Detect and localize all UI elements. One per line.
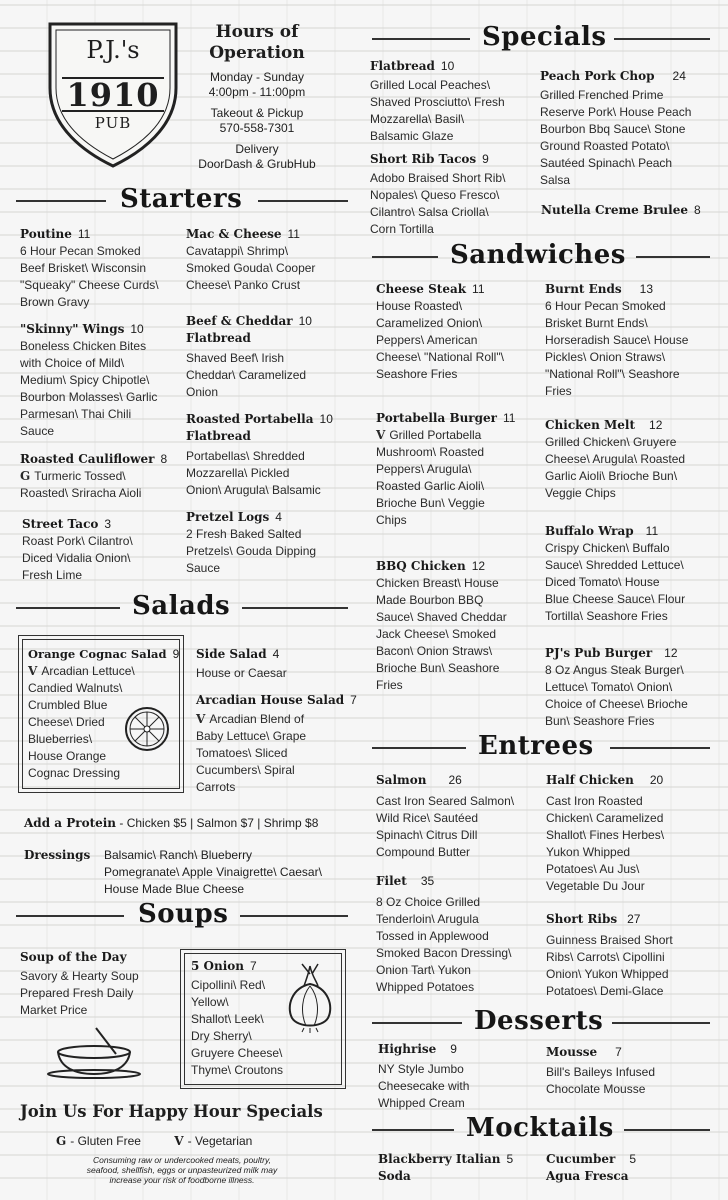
hours-block [192,22,322,171]
hours-days: Monday - Sunday [209,70,305,84]
delivery-services: DoorDash & GrubHub [198,157,316,171]
vegetarian-icon: V [196,712,206,726]
phone-number[interactable]: 570-558-7301 [219,121,295,135]
salads-rule-right [242,607,348,609]
happy-hour-banner: Join Us For Happy Hour Specials [20,1102,323,1121]
soup-item: 5 Onion 7 Cipollini\ Red\ Yellow\ Shallot\ Leek\ Dry Sherry\ Gruyere Cheese\ Thyme\ Croutons [191,959,284,1077]
sandwich-item: Chicken Melt 12 Grilled Chicken\ Gruyere Cheese\ Arugula\ Roasted Garlic Aioli\ Brioche Bun\ Veggie Chips [545,418,686,500]
special-item: Nutella Creme Brulee 8 [541,203,701,217]
entree-item: Filet 35 8 Oz Choice Grilled Tenderloin\ Arugula Tossed in Applewood Smoked Bacon Dressing\ Onion Tart\ Yukon Whipped Potatoes [376,874,512,994]
takeout-label: Takeout & Pickup [210,106,304,120]
sandwich-item: Portabella Burger 11 V Grilled Portabella Mushroom\ Roasted Peppers\ Arugula\ Roasted Garlic Aioli\ Brioche Bun\ Veggie Chips [376,411,516,527]
special-item: Short Rib Tacos 9 Adobo Braised Short Rib\ Nopales\ Queso Fresco\ Cilantro\ Salsa Criolla\ Corn Tortilla [370,152,506,236]
starter-item: Pretzel Logs 4 2 Fresh Baked Salted Pretzels\ Gouda Dipping Sauce [186,510,317,575]
entrees-rule-left [372,747,466,749]
salad-item: Side Salad 4 House or Caesar [196,647,287,680]
starter-item: Roasted Portabella 10 Flatbread Portabellas\ Shredded Mozzarella\ Pickled Onion\ Arugula\ Balsamic [186,412,333,497]
delivery-label: Delivery [235,142,279,156]
add-protein-line: Add a Protein - Chicken $5 | Salmon $7 | Shrimp $8 [24,816,319,830]
entree-item: Salmon 26 Cast Iron Seared Salmon\ Wild Rice\ Sautéed Spinach\ Citrus Dill Compound Butter [376,773,515,859]
entree-item: Short Ribs 27 Guinness Braised Short Ribs\ Carrots\ Cipollini Onion\ Yukon Whipped Potatoes\ Demi-Glace [546,912,673,998]
entrees-title: Entrees [478,731,594,761]
soups-title: Soups [138,899,229,929]
mocktails-rule-right [624,1129,710,1131]
specials-rule-left [372,38,470,40]
sandwiches-rule-right [636,256,710,258]
mocktails-title: Mocktails [466,1113,614,1143]
onion-icon [282,962,338,1034]
entree-item: Half Chicken 20 Cast Iron Roasted Chicken\ Caramelized Shallot\ Fines Herbes\ Yukon Whipped Potatoes\ Au Jus\ Vegetable Du Jour [546,773,665,893]
desserts-rule-left [372,1022,462,1024]
logo-year: 1910 [66,76,160,114]
soups-rule-left [16,915,124,917]
salads-title: Salads [132,591,231,621]
starter-item: Roasted Cauliflower 8 G Turmeric Tossed\ Roasted\ Sriracha Aioli [20,452,168,500]
soup-bowl-icon [46,1024,142,1080]
sandwich-item: BBQ Chicken 12 Chicken Breast\ House Made Bourbon BBQ Sauce\ Shaved Cheddar Jack Cheese\ Smoked Bacon\ Onion Straws\ Brioche Bun\ Seashore Fries [376,559,507,692]
desserts-title: Desserts [474,1006,604,1036]
desserts-rule-right [612,1022,710,1024]
hours-title-2: Operation [209,43,305,63]
orange-slice-icon [124,706,170,752]
starter-item: "Skinny" Wings 10 Boneless Chicken Bites with Choice of Mild\ Medium\ Spicy Chipotle\ Bourbon Molasses\ Garlic Parmesan\ Thai Chili Sauce [20,322,158,438]
soups-rule-right [240,915,348,917]
starter-item: Beef & Cheddar 10 Flatbread Shaved Beef\ Irish Cheddar\ Caramelized Onion [186,314,312,399]
dressings-block: Dressings Balsamic\ Ranch\ Blueberry Pomegranate\ Apple Vinaigrette\ Caesar\ House Made Blue Cheese [24,848,322,896]
vegetarian-icon: V [28,664,38,678]
logo-name: P.J.'s [86,36,140,64]
hours-time: 4:00pm - 11:00pm [208,85,306,99]
specials-title: Specials [482,22,607,52]
starters-rule-right [258,200,348,202]
mocktail-item: Blackberry Italian 5 Soda [378,1152,514,1183]
soup-item: Soup of the Day Savory & Hearty Soup Prepared Fresh Daily Market Price [20,950,139,1017]
hours-title-1: Hours of [215,22,299,42]
sandwiches-rule-left [372,256,438,258]
salad-item: Arcadian House Salad 7 V Arcadian Blend of Baby Lettuce\ Grape Tomatoes\ Sliced Cucumbers\ Spiral Carrots [196,693,357,794]
sandwich-item: Buffalo Wrap 11 Crispy Chicken\ Buffalo Sauce\ Shredded Lettuce\ Diced Tomato\ House Blue Cheese Sauce\ Flour Tortilla\ Seashore Fries [545,524,686,623]
mocktails-rule-left [372,1129,454,1131]
specials-rule-right [614,38,710,40]
salads-rule-left [16,607,120,609]
special-item: Flatbread 10 Grilled Local Peaches\ Shaved Prosciutto\ Fresh Mozzarella\ Basil\ Balsamic Glaze [370,59,505,143]
gluten-free-icon: G [56,1134,67,1148]
logo-pub: PUB [94,114,132,132]
salad-item: Orange Cognac Salad 9 V Arcadian Lettuce\ Candied Walnuts\ Crumbled Blue Cheese\ Dried Blueberries\ House Orange Cognac Dressing [28,647,180,780]
diet-legend: G - Gluten Free V - Vegetarian [56,1134,253,1148]
dessert-item: Mousse 7 Bill's Baileys Infused Chocolate Mousse [546,1045,656,1096]
mocktail-item: Cucumber 5 Agua Fresca [546,1152,637,1183]
starter-item: Mac & Cheese 11 Cavatappi\ Shrimp\ Smoked Gouda\ Cooper Cheese\ Panko Crust [186,227,316,292]
dessert-item: Highrise 9 NY Style Jumbo Cheesecake with Whipped Cream [378,1042,470,1110]
gluten-free-icon: G [20,469,31,483]
food-safety-disclaimer: Consuming raw or undercooked meats, poultry, seafood, shellfish, eggs or unpasteurized milk may increase your risk of foodborne illness. [86,1155,278,1185]
starters-rule-left [16,200,106,202]
special-item: Peach Pork Chop 24 Grilled Frenched Prime Reserve Pork\ House Peach Bourbon Bbq Sauce\ Stone Ground Roasted Potato\ Sautéed Spinach\ Peach Salsa [540,69,692,187]
sandwich-item: PJ's Pub Burger 12 8 Oz Angus Steak Burger\ Lettuce\ Tomato\ Onion\ Choice of Cheese\ Brioche Bun\ Seashore Fries [545,646,688,728]
sandwich-item: Burnt Ends 13 6 Hour Pecan Smoked Brisket Burnt Ends\ Horseradish Sauce\ House Pickles\ Onion Straws\ "National Roll"\ Seashore Fries [545,282,689,398]
starter-item: Poutine 11 6 Hour Pecan Smoked Beef Brisket\ Wisconsin "Squeaky" Cheese Curds\ Brown Gravy [20,227,159,309]
starters-title: Starters [120,184,243,214]
vegetarian-icon: V [174,1134,184,1148]
entrees-rule-right [610,747,710,749]
sandwich-item: Cheese Steak 11 House Roasted\ Caramelized Onion\ Peppers\ American Cheese\ "National Roll"\ Seashore Fries [376,282,504,381]
vegetarian-icon: V [376,428,386,442]
sandwiches-title: Sandwiches [450,240,626,270]
starter-item: Street Taco 3 Roast Pork\ Cilantro\ Diced Vidalia Onion\ Fresh Lime [22,517,133,582]
